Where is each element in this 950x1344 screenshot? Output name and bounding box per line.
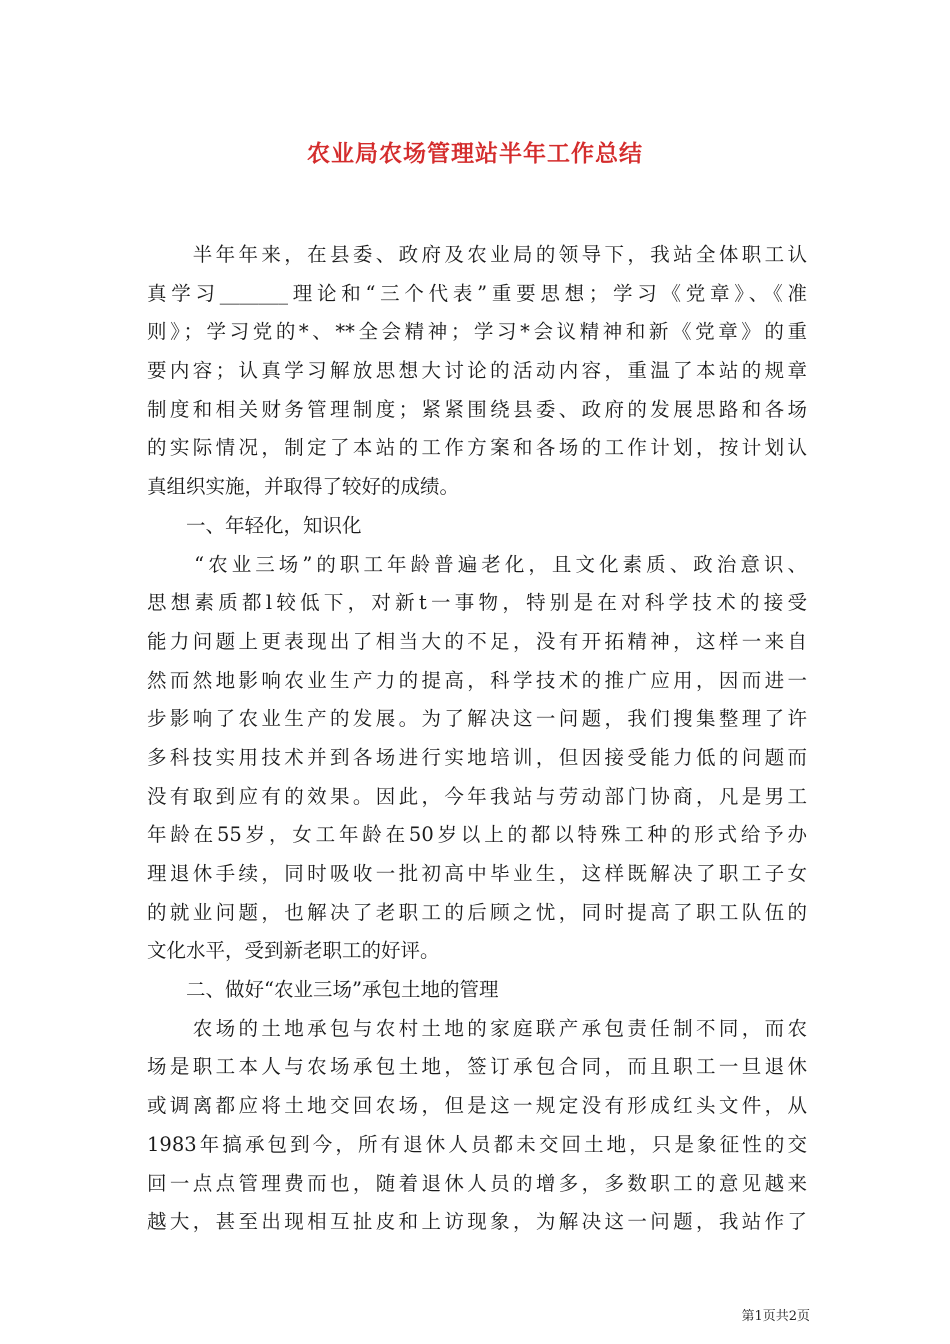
text-line: 的就业问题，也解决了老职工的后顾之忧，同时提高了职工队伍的 xyxy=(147,900,807,924)
text-line: 真组织实施，并取得了较好的成绩。 xyxy=(147,475,460,499)
text-line: 多科技实用技术并到各场进行实地培训，但因接受能力低的问题而 xyxy=(147,745,807,769)
page-indicator: 第1页共2页 xyxy=(741,1309,810,1324)
text-line: 文化水平，受到新老职工的好评。 xyxy=(147,939,440,963)
text-line: 制度和相关财务管理制度；紧紧围绕县委、政府的发展思路和各场 xyxy=(147,397,807,421)
section-heading: 一、年轻化，知识化 xyxy=(147,513,362,537)
text-line: 能力问题上更表现出了相当大的不足，没有开拓精神，这样一来自 xyxy=(147,629,807,653)
text-line: 理退休手续，同时吸收一批初高中毕业生，这样既解决了职工子女 xyxy=(147,862,807,885)
document-title: 农业局农场管理站半年工作总结 xyxy=(307,140,643,167)
text-line: 年龄在55岁，女工年龄在50岁以上的都以特殊工种的形式给予办 xyxy=(147,823,807,847)
text-line: 然而然地影响农业生产力的提高，科学技术的推广应用，因而进一 xyxy=(147,668,807,692)
text-line: 1983年搞承包到今，所有退休人员都未交回土地，只是象征性的交 xyxy=(147,1132,807,1156)
text-line: 回一点点管理费而也，随着退休人员的增多，多数职工的意见越来 xyxy=(147,1171,807,1195)
text-line: 或调离都应将土地交回农场，但是这一规定没有形成红头文件，从 xyxy=(147,1094,807,1118)
text-line: 真学习_______理论和“三个代表”重要思想；学习《党章》、《准 xyxy=(147,281,807,305)
text-line: 没有取到应有的效果。因此，今年我站与劳动部门协商，凡是男工 xyxy=(147,784,807,808)
text-line: 则》；学习党的*、**全会精神；学习*会议精神和新《党章》的重 xyxy=(147,320,807,344)
text-line: 步影响了农业生产的发展。为了解决这一问题，我们搜集整理了许 xyxy=(147,707,807,731)
text-line: 要内容；认真学习解放思想大讨论的活动内容，重温了本站的规章 xyxy=(147,359,807,383)
text-line: 越大，甚至出现相互扯皮和上访现象，为解决这一问题，我站作了 xyxy=(147,1210,807,1234)
document-body xyxy=(147,236,807,1242)
text-line: 的实际情况，制定了本站的工作方案和各场的工作计划，按计划认 xyxy=(147,436,807,460)
text-line: 农场的土地承包与农村土地的家庭联产承包责任制不同，而农 xyxy=(147,1016,807,1040)
text-line: 思想素质都l较低下，对新t一事物，特别是在对科学技术的接受 xyxy=(147,591,807,615)
text-line: 场是职工本人与农场承包土地，签订承包合同，而且职工一旦退休 xyxy=(147,1055,807,1079)
section-heading: 二、做好“农业三场”承包土地的管理 xyxy=(147,978,499,1002)
text-line: “农业三场”的职工年龄普遍老化，且文化素质、政治意识、 xyxy=(147,552,807,576)
text-line: 半年年来，在县委、政府及农业局的领导下，我站全体职工认 xyxy=(147,243,807,266)
